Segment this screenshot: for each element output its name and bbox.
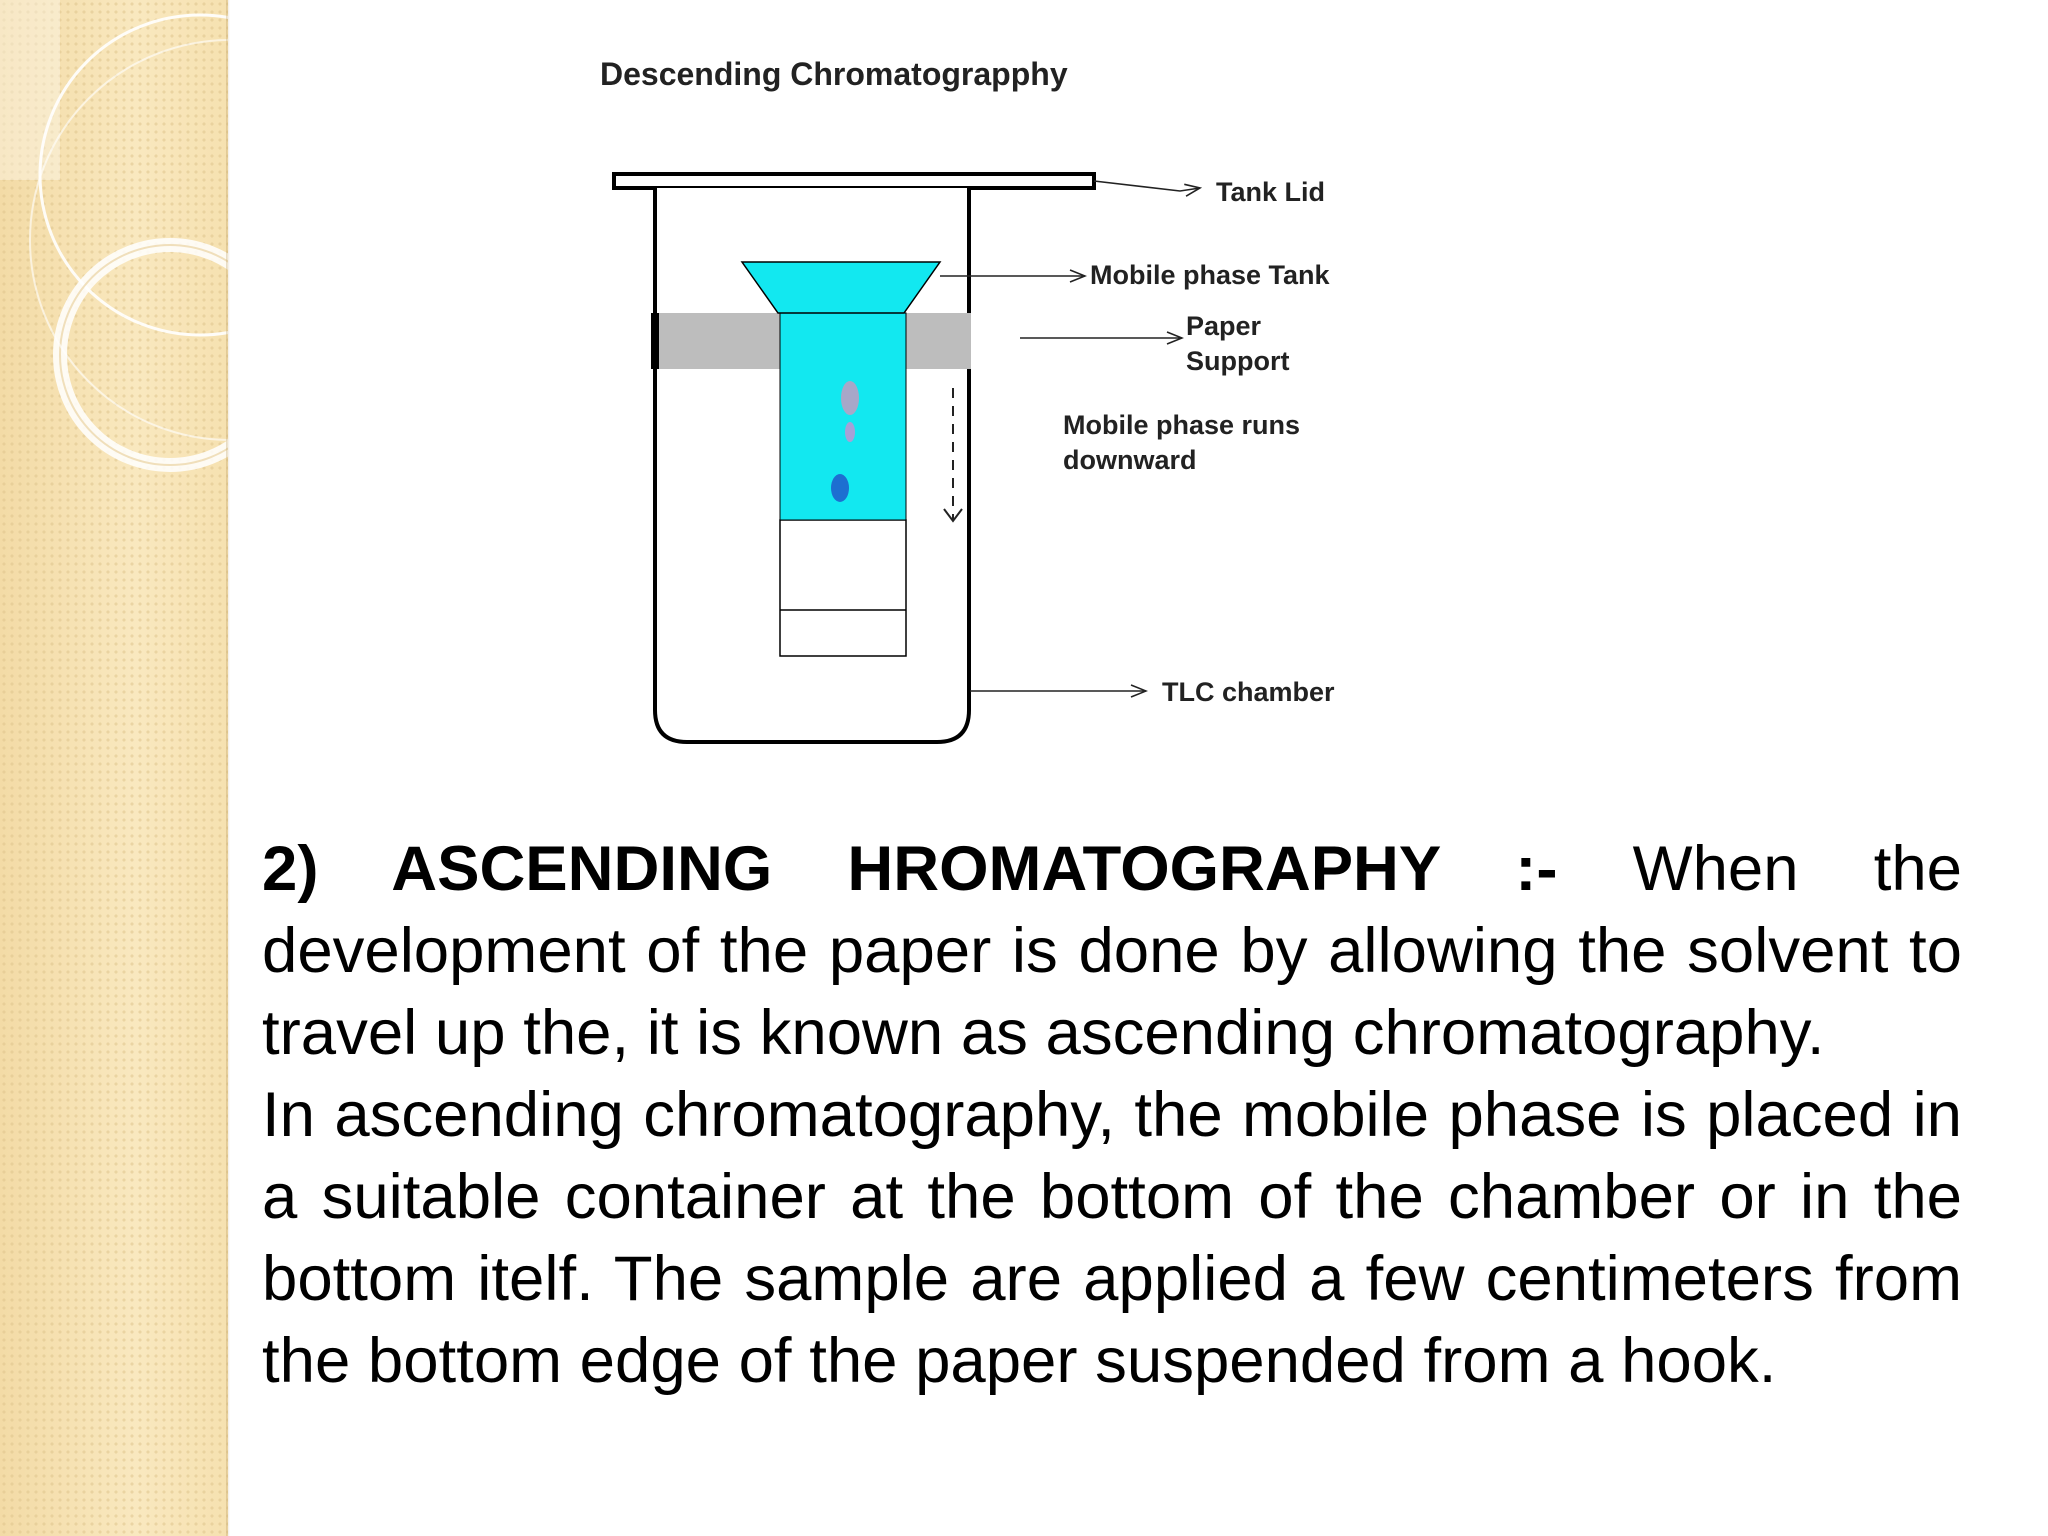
diagram-title: Descending Chromatograpphy bbox=[600, 56, 1068, 92]
label-runs-line1: Mobile phase runs bbox=[1063, 410, 1301, 440]
decorative-side-panel bbox=[0, 0, 228, 1536]
label-tlc-chamber: TLC chamber bbox=[1162, 677, 1335, 707]
paragraph-ascending-definition bbox=[262, 828, 1962, 1074]
paragraph-ascending-description: In ascending chromatography, the mobile phase is placed in a suitable container at the bottom of the chamber or in the bottom itelf. The sample are applied a few centimeters from the bottom edge of the paper suspended from a hook. bbox=[262, 1080, 1962, 1396]
sample-spot-upper bbox=[841, 381, 859, 415]
label-support: Support bbox=[1186, 346, 1290, 376]
sample-spot-lower bbox=[831, 474, 849, 502]
label-mobile-phase-tank: Mobile phase Tank bbox=[1090, 260, 1330, 290]
decorative-rings-icon bbox=[0, 0, 228, 520]
side-panel-shadow bbox=[226, 0, 230, 1536]
tank-lid bbox=[614, 174, 1094, 188]
label-tank-lid: Tank Lid bbox=[1216, 177, 1326, 207]
paper-strip bbox=[780, 520, 906, 656]
section-heading: 2) ASCENDING HROMATOGRAPHY :- bbox=[262, 834, 1558, 904]
tank-lid-pointer bbox=[1094, 181, 1200, 191]
mobile-phase-trough bbox=[742, 262, 940, 313]
body-text bbox=[262, 828, 1962, 1402]
label-runs-line2: downward bbox=[1063, 445, 1197, 475]
label-paper: Paper bbox=[1186, 311, 1262, 341]
descending-chromatography-diagram bbox=[560, 40, 1460, 770]
definition-text: When the development of the paper is done by allowing the solvent to travel up the, it is known as ascending chromatography. bbox=[262, 834, 1962, 1068]
